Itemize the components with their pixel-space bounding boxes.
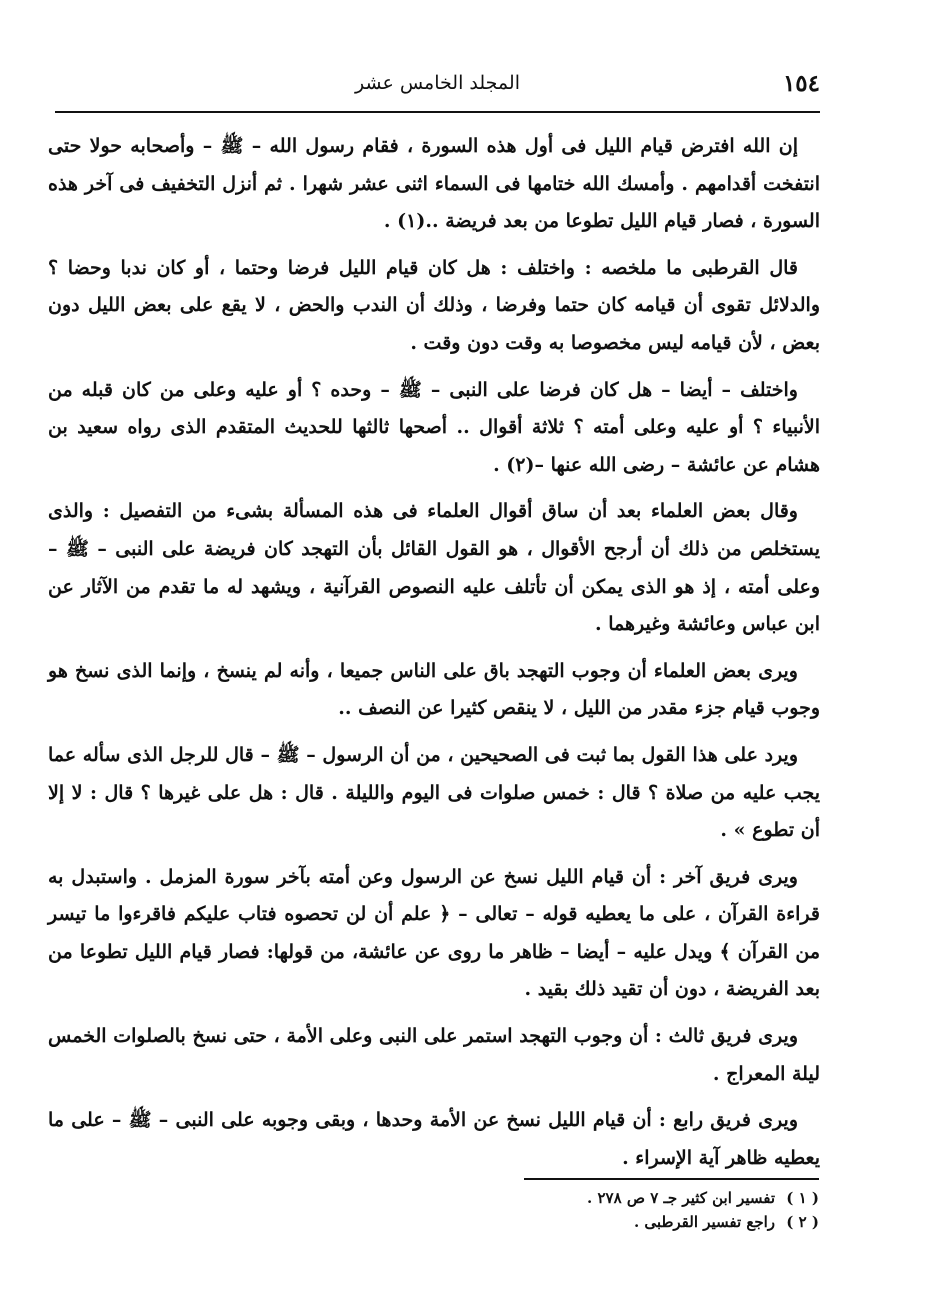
paragraph-2: قال القرطبى ما ملخصه : واختلف : هل كان قيام الليل فرضا وحتما ، أو كان ندبا وحضا ؟ والدلائل تقوى أن قيامه كان حتما وفرضا ، وذلك أن الندب والحض ، لا يقع على بعض الليل دون بعض ، لأن قيامه ليس مخصوصا به وقت دون وقت . [48, 256, 820, 354]
paragraph-1: إن الله افترض قيام الليل فى أول هذه السورة ، فقام رسول الله – ﷺ – وأصحابه حولا حتى انتفخت أقدامهم . وأمسك الله ختامها فى السماء اثنى عشر شهرا . ثم أنزل التخفيف فى آخر هذه السورة ، فصار قيام الليل تطوعا من بعد فريضة ..(١) . [48, 135, 820, 233]
paragraph-8: ويرى فريق ثالث : أن وجوب التهجد استمر على النبى وعلى الأمة ، حتى نسخ بالصلوات الخمس ليلة المعراج . [48, 1025, 820, 1085]
paragraph-4: وقال بعض العلماء بعد أن ساق أقوال العلماء فى هذه المسألة بشىء من التفصيل : والذى يستخلص من ذلك أن أرجح الأقوال ، هو القول القائل بأن التهجد كان فريضة على النبى – ﷺ – وعلى أمته ، إذ هو الذى يمكن أن تأتلف عليه النصوص القرآنية ، ويشهد له ما تقدم من الآثار عن ابن عباس وعائشة وغيرهما . [48, 500, 820, 636]
page-number: ١٥٤ [782, 70, 820, 97]
footnote-2 [319, 1210, 819, 1234]
running-title: المجلد الخامس عشر [355, 72, 520, 94]
paragraph-6: ويرد على هذا القول بما ثبت فى الصحيحين ، من أن الرسول – ﷺ – قال للرجل الذى سأله عما يجب عليه من صلاة ؟ قال : خمس صلوات فى اليوم والليلة . قال : هل على غيرها ؟ قال : لا إلا أن تطوع » . [48, 743, 820, 842]
footnote-1 [319, 1186, 819, 1210]
header-divider [55, 111, 820, 113]
main-text [48, 128, 820, 1186]
footnote-number: ( ١ ) [786, 1189, 819, 1207]
footnote-number: ( ٢ ) [786, 1213, 819, 1231]
paragraph-9: ويرى فريق رابع : أن قيام الليل نسخ عن الأمة وحدها ، وبقى وجوبه على النبى – ﷺ – على ما يعطيه ظاهر آية الإسراء . [48, 1109, 820, 1169]
footnote-text: تفسير ابن كثير جـ ٧ ص ٢٧٨ . [587, 1189, 776, 1207]
paragraph-3: واختلف – أيضا – هل كان فرضا على النبى – ﷺ – وحده ؟ أو عليه وعلى من كان قبله من الأنبياء ؟ أو عليه وعلى أمته ؟ ثلاثة أقوال .. أصحها ثالثها للحديث المتقدم الذى رواه سعيد بن هشام عن عائشة – رضى الله عنها –(٢) . [48, 378, 820, 476]
footnote-text: راجع تفسير القرطبى . [633, 1213, 776, 1231]
footnotes [319, 1186, 819, 1234]
page-header [55, 70, 820, 104]
footnote-divider [524, 1178, 819, 1180]
paragraph-5: ويرى بعض العلماء أن وجوب التهجد باق على الناس جميعا ، وأنه لم ينسخ ، وإنما الذى نسخ هو وجوب قيام جزء مقدر من الليل ، لا ينقص كثيرا عن النصف .. [48, 659, 820, 720]
paragraph-7: ويرى فريق آخر : أن قيام الليل نسخ عن الرسول وعن أمته بآخر سورة المزمل . واستبدل به قراءة القرآن ، على ما يعطيه قوله – تعالى – ﴿ علم أن لن تحصوه فتاب عليكم فاقرءوا ما تيسر من القرآن ﴾ ويدل عليه – أيضا – ظاهر ما روى عن عائشة، من قولها: فصار قيام الليل تطوعا من بعد الفريضة ، دون أن تقيد ذلك بقيد . [48, 865, 820, 1001]
